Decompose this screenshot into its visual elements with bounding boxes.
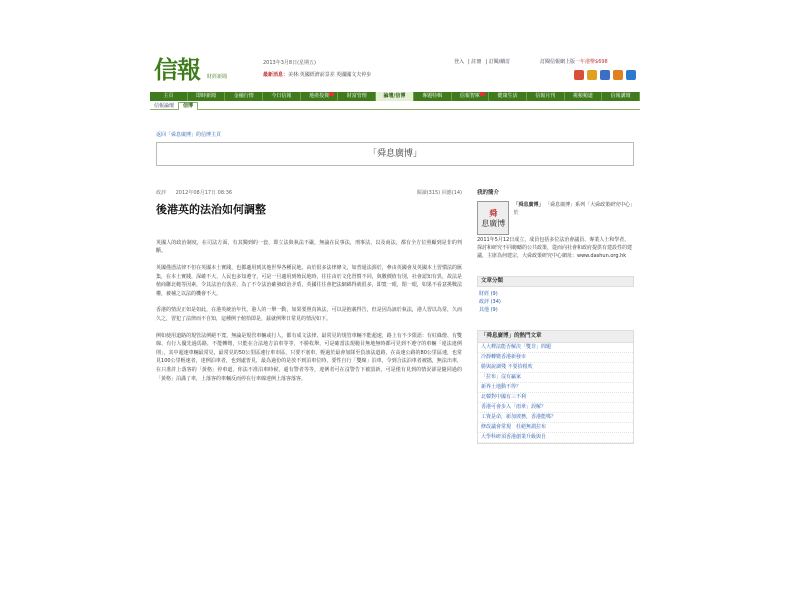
email-icon[interactable] [587, 70, 597, 80]
author-desc: 「舜息廣博」系列「大舜政策研究中心」於 [513, 202, 633, 217]
mobile-icon[interactable] [600, 70, 610, 80]
promo-price: 一年港幣$698 [575, 59, 608, 65]
article-body [156, 239, 462, 383]
article-paragraph: 例如使用道路的規管法例絕不寬，無論是規管車輛或行人，都有成文法律，最常見的規管車輛不能超速，路上有不少限語：有紅綠燈、有雙線、有行人優先過馬路，不能轉彎，只能在合法地方泊車等等，不勝枚舉，可是確當法規範目無地無時都可見到不遵守的車輛「違法違例則」，其中超速車輛最常見，最常見的50公里區速行車市區，只要不塞車，輕過於最會加隊至負該法道路，在高速公路的80公里區速，也常見100公里輕速者，達例泊車者，也到處皆見，最為過份的是放不到泊車位時，要性自行「雙線」泊車，令到合法泊車者被擋，無法出車，在只准許上落客的「黃格」停車道，你法不准泊車時候，還有警者等等，違例者可在沒警告下被罰新，可是僅有見到的情況卻是隨同過的「黃格」泊滿了車，上落客的車輛反而停在行車線達例上落客落客。 [156, 332, 462, 382]
rss-icon[interactable] [613, 70, 623, 80]
nav-item[interactable]: 地產投資 [301, 92, 339, 101]
nav-item[interactable]: 信報月刊 [527, 92, 565, 101]
nav-item[interactable]: 信報講壇 [602, 92, 640, 101]
author-name: 「舜息廣博」 [513, 202, 544, 209]
nav-item[interactable]: 健康生活 [489, 92, 527, 101]
subnav-item[interactable]: 信報論壇 [154, 103, 175, 109]
subnav-item[interactable]: 信博 [178, 102, 198, 110]
intro-heading: 我的簡介 [477, 190, 500, 196]
sidebar [477, 190, 634, 444]
nav-item[interactable]: 專題特輯 [414, 92, 452, 101]
blog-title[interactable]: 「舜息廣博」 [367, 149, 422, 159]
hot-article-link[interactable]: 大學科研須香港創業升級與自 [478, 433, 633, 443]
category-link[interactable]: 政評 (34) [479, 299, 501, 306]
author-logo-text: 息廣博 [481, 219, 506, 229]
article-category[interactable]: 政評 [156, 190, 167, 196]
hot-article-link[interactable]: 冷靜轉變香港新發市 [478, 353, 633, 363]
sub-nav [150, 102, 640, 110]
breaking-news-label: 最新消息： [263, 72, 289, 78]
nav-item[interactable]: 主頁 [150, 92, 188, 101]
site-header [150, 50, 640, 90]
nav-item[interactable]: 金融行情 [225, 92, 263, 101]
article-datetime: 2012年08月17日 08:36 [175, 190, 233, 196]
nav-item[interactable]: 即時新聞 [188, 92, 226, 101]
subscribe-link[interactable]: 訂閱/續訂 [488, 59, 511, 65]
author-logo-mark: 舜 [489, 208, 498, 219]
weibo-icon[interactable] [574, 70, 584, 80]
hot-article-link[interactable]: 修改議會常規 杜絕無謂拉布 [478, 423, 633, 433]
article-paragraph: 香港的情況正如是如此，在港英統治年代，港人的一舉一動，如果要照真執法，可以是抱羲得告，但是因為該於執法，港人習以為常，久而久之，習犯了法律而不自知，這種例子俯拾即是，茲就例舉日常見的情況如下。 [156, 307, 462, 322]
hot-article-link[interactable]: 勝與說調殘 不要拾根吹 [478, 363, 633, 373]
hot-articles-heading: 「舜息廣博」的熱門文章 [478, 331, 633, 343]
author-intro [477, 201, 634, 235]
hot-articles [477, 330, 634, 444]
back-to-blog-link[interactable]: 返回「舜息廣博」的信博主頁 [156, 132, 222, 138]
category-list [477, 276, 634, 314]
category-link[interactable]: 財經 (9) [479, 291, 498, 298]
promo-label: 訂閱信報網上版 [540, 59, 576, 65]
register-link[interactable]: 註冊 [471, 59, 482, 65]
author-logo[interactable] [477, 201, 509, 235]
current-date: 2013年3月8日(星期五) [263, 60, 316, 66]
hot-article-link[interactable]: 北韓對中國有三不利 [478, 393, 633, 403]
subscription-promo[interactable] [540, 59, 608, 66]
social-icons [574, 70, 636, 80]
hot-article-link[interactable]: 香港可會步入「雨傘」誤解？ [478, 403, 633, 413]
login-link[interactable]: 登入 [454, 59, 465, 65]
account-links: 登入 | 註冊 | 訂閱/續訂 [454, 59, 511, 65]
hot-article-link[interactable]: 工資是命，新加坡務，香港能嗎？ [478, 413, 633, 423]
breaking-news[interactable] [263, 72, 371, 79]
article-paragraph: 英國僅憑法律不但在英國本土實踐，也都適用到其他世界各種民地，由於很多法律條文，如普通法源於，參由英國會及英國本土習慣法的匯集，在本土實踐，深確不大，人民也多知遵守，可是一旦適用到殖民地時，往往由於文化習慣不同，與數價值有別，社會認知有異，故法是植商聯北範等因素，令其法治有落差，為了不令法治確發政治矛盾，英國往往會把法網綿得就很多，即寬一眼，閉一眼，如果不看意挑戰法權，被補之以法的機會不大。 [156, 264, 462, 297]
blog-title-box [156, 142, 634, 166]
author-intro-text [513, 201, 634, 235]
breaking-news-text[interactable]: 美林:英國經濟前景差 英國國文夫停步 [288, 72, 372, 78]
nav-item[interactable]: 視頻頻道 [565, 92, 603, 101]
hot-article-link[interactable]: 「拉布」沒有贏家 [478, 373, 633, 383]
facebook-icon[interactable] [626, 70, 636, 80]
author-intro-more: 2011年5月12日成立，成員包括多位法治會議員、專業人士和學者，探討和研究不同範疇的公共政策，從而向社會和政府提供有建設性的建議，主席為何建宗，大舜政策研究中心網址：www.dashun.org.hk [477, 237, 633, 260]
nav-item[interactable]: 今日信報 [263, 92, 301, 101]
page [150, 50, 640, 560]
article-paragraph: 英國人的政治制度，在司法方面，有其獨到的一套，即立法與執法不嚴，無論在民事法，刑事法，以及商法，都有全方位照顧到是非的判斷。 [156, 239, 462, 255]
article-meta [156, 190, 462, 197]
main-nav [150, 92, 640, 101]
nav-item[interactable]: 論壇/信博 [376, 92, 414, 101]
nav-item[interactable]: 信報智庫 [452, 92, 490, 101]
hot-article-link[interactable]: 新界土地動不得？ [478, 383, 633, 393]
category-link[interactable]: 其他 (9) [479, 307, 498, 314]
site-logo-subtitle: 財經新聞 [207, 74, 228, 80]
category-heading: 文章分類 [477, 276, 634, 287]
article-title: 後港英的法治如何調整 [156, 202, 266, 216]
site-logo[interactable]: 信報 [154, 55, 200, 84]
nav-item[interactable]: 財富管理 [338, 92, 376, 101]
article [156, 190, 462, 391]
article-stats: 閱讀(315) 回應(14) [416, 190, 462, 196]
hot-article-link[interactable]: 人大釋法能否解決「雙非」問題 [478, 343, 633, 353]
